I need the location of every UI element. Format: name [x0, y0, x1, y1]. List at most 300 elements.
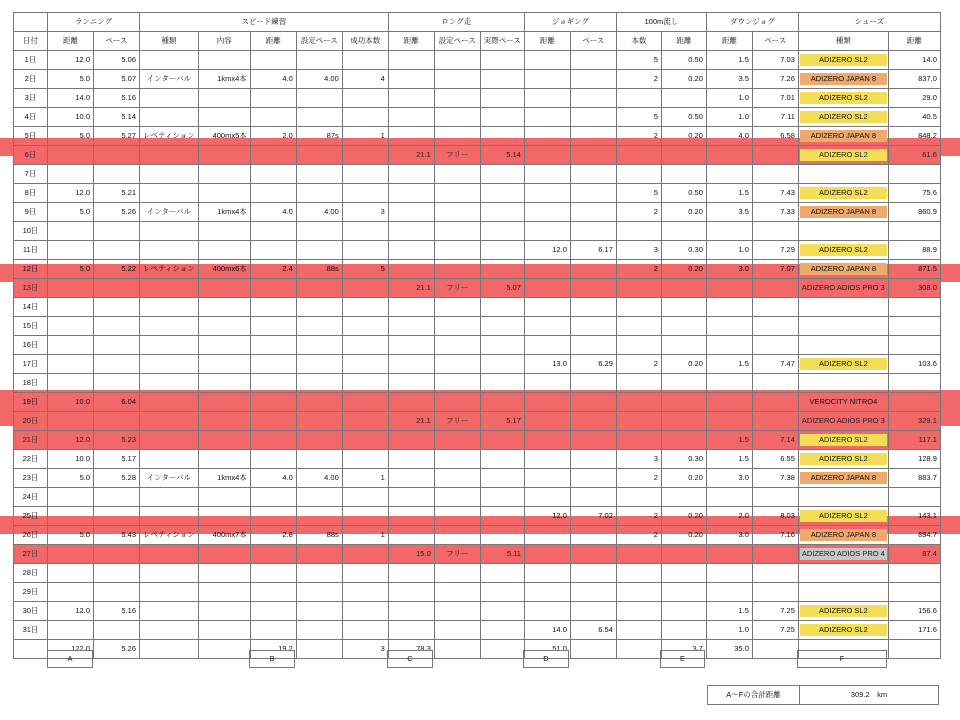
date-cell: 9日	[14, 203, 48, 222]
table-cell	[570, 374, 616, 393]
table-cell	[296, 393, 342, 412]
table-cell	[342, 621, 388, 640]
table-cell	[250, 621, 296, 640]
category-letter: E	[660, 650, 705, 668]
shoe-cell	[798, 127, 888, 146]
table-cell	[296, 507, 342, 526]
table-cell	[616, 431, 661, 450]
table-cell	[342, 51, 388, 70]
group-header: ダウンジョグ	[706, 13, 798, 32]
table-cell: 1kmx4本	[198, 70, 250, 89]
table-cell	[661, 583, 706, 602]
table-cell	[434, 184, 480, 203]
table-cell	[296, 545, 342, 564]
table-row	[14, 70, 941, 89]
shoe-name: ADIZERO SL2	[800, 358, 887, 370]
table-cell	[706, 393, 752, 412]
table-cell: フリー	[434, 545, 480, 564]
table-cell: 12.0	[48, 602, 94, 621]
table-cell	[140, 279, 199, 298]
table-cell	[198, 222, 250, 241]
table-cell	[198, 507, 250, 526]
table-cell	[296, 355, 342, 374]
shoe-cell	[798, 51, 888, 70]
total-cell: 35.0	[706, 640, 752, 659]
table-cell: 0.50	[661, 108, 706, 127]
table-cell	[524, 450, 570, 469]
date-cell: 24日	[14, 488, 48, 507]
table-cell	[480, 526, 524, 545]
table-cell	[342, 602, 388, 621]
table-cell	[198, 336, 250, 355]
total-distance-box	[707, 685, 939, 705]
table-cell: 3	[616, 450, 661, 469]
table-cell	[296, 146, 342, 165]
date-cell: 21日	[14, 431, 48, 450]
table-row	[14, 108, 941, 127]
table-cell	[342, 336, 388, 355]
table-cell	[140, 51, 199, 70]
table-cell: 0.20	[661, 355, 706, 374]
shoe-name: ADIZERO SL2	[800, 510, 887, 522]
table-row	[14, 507, 941, 526]
table-cell	[250, 279, 296, 298]
table-cell	[524, 431, 570, 450]
table-cell: 0.50	[661, 51, 706, 70]
table-cell	[706, 564, 752, 583]
table-cell: 1.5	[706, 431, 752, 450]
shoe-cell	[798, 374, 888, 393]
table-cell	[524, 108, 570, 127]
table-cell	[48, 298, 94, 317]
table-cell: 5.0	[48, 260, 94, 279]
table-cell	[388, 507, 434, 526]
column-header: ペース	[94, 32, 140, 51]
table-cell: 3	[342, 203, 388, 222]
shoe-cell	[798, 222, 888, 241]
column-header: 種類	[798, 32, 888, 51]
shoe-cell	[798, 393, 888, 412]
table-cell: 5.07	[94, 70, 140, 89]
column-header: 種類	[140, 32, 199, 51]
table-cell	[661, 89, 706, 108]
table-cell	[48, 545, 94, 564]
table-cell	[140, 374, 199, 393]
table-cell	[524, 298, 570, 317]
table-cell	[524, 336, 570, 355]
date-cell: 14日	[14, 298, 48, 317]
table-cell: 12.0	[48, 184, 94, 203]
table-cell	[342, 412, 388, 431]
table-row	[14, 336, 941, 355]
column-header: 設定ペース	[434, 32, 480, 51]
table-cell: 5.23	[94, 431, 140, 450]
date-cell: 7日	[14, 165, 48, 184]
table-cell	[296, 488, 342, 507]
table-cell	[661, 621, 706, 640]
total-cell: 122.0	[48, 640, 94, 659]
training-log-table	[13, 12, 941, 659]
shoe-name: ADIZERO ADIOS PRO 4	[800, 548, 887, 560]
table-cell	[140, 165, 199, 184]
table-cell: 61.6	[888, 146, 940, 165]
table-cell	[388, 336, 434, 355]
group-header: ジョギング	[524, 13, 616, 32]
table-cell: 7.02	[570, 507, 616, 526]
column-header: ペース	[570, 32, 616, 51]
table-cell	[296, 241, 342, 260]
table-cell	[94, 374, 140, 393]
table-cell	[524, 583, 570, 602]
column-header: 内容	[198, 32, 250, 51]
table-cell	[661, 602, 706, 621]
table-cell	[48, 583, 94, 602]
table-cell	[94, 545, 140, 564]
date-cell: 2日	[14, 70, 48, 89]
table-cell: 400mx7本	[198, 526, 250, 545]
table-cell	[616, 488, 661, 507]
table-cell	[434, 488, 480, 507]
table-cell: 7.07	[752, 260, 798, 279]
shoe-cell	[798, 260, 888, 279]
total-cell	[570, 640, 616, 659]
table-cell: 0.20	[661, 260, 706, 279]
table-cell	[480, 241, 524, 260]
table-cell: 103.6	[888, 355, 940, 374]
date-cell: 1日	[14, 51, 48, 70]
table-cell	[616, 545, 661, 564]
table-cell	[198, 355, 250, 374]
table-cell	[388, 203, 434, 222]
table-cell	[388, 165, 434, 184]
table-cell	[524, 317, 570, 336]
date-cell: 13日	[14, 279, 48, 298]
table-cell	[752, 488, 798, 507]
table-cell: フリー	[434, 279, 480, 298]
table-cell	[388, 317, 434, 336]
table-cell: 12.0	[48, 431, 94, 450]
table-cell: 0.30	[661, 241, 706, 260]
table-cell: 2.8	[250, 526, 296, 545]
shoe-cell	[798, 355, 888, 374]
date-cell: 10日	[14, 222, 48, 241]
table-cell	[342, 583, 388, 602]
table-cell	[296, 621, 342, 640]
table-cell: 12.0	[524, 507, 570, 526]
table-cell: 883.7	[888, 469, 940, 488]
table-cell	[250, 51, 296, 70]
table-cell	[888, 317, 940, 336]
table-cell: 4.00	[296, 469, 342, 488]
table-cell: 156.6	[888, 602, 940, 621]
total-cell: 51.0	[524, 640, 570, 659]
table-cell	[48, 621, 94, 640]
table-cell	[616, 279, 661, 298]
table-cell: 3.0	[706, 526, 752, 545]
date-cell: 22日	[14, 450, 48, 469]
table-cell	[296, 89, 342, 108]
table-cell	[434, 602, 480, 621]
table-cell	[524, 203, 570, 222]
table-cell: 894.7	[888, 526, 940, 545]
table-cell	[250, 317, 296, 336]
table-cell	[661, 545, 706, 564]
table-cell	[48, 165, 94, 184]
table-row	[14, 412, 941, 431]
table-cell	[140, 336, 199, 355]
table-row	[14, 298, 941, 317]
table-cell	[198, 488, 250, 507]
table-row	[14, 51, 941, 70]
group-header: スピード練習	[140, 13, 389, 32]
table-cell	[570, 127, 616, 146]
table-cell: 2	[616, 469, 661, 488]
date-cell: 4日	[14, 108, 48, 127]
table-cell: 400mx5本	[198, 127, 250, 146]
total-cell: 19.2	[250, 640, 296, 659]
table-cell: 1	[342, 469, 388, 488]
date-cell: 26日	[14, 526, 48, 545]
table-row	[14, 488, 941, 507]
table-cell: 10.0	[48, 108, 94, 127]
date-cell: 8日	[14, 184, 48, 203]
table-cell	[296, 108, 342, 127]
table-cell	[342, 89, 388, 108]
date-cell: 6日	[14, 146, 48, 165]
table-cell: 7.38	[752, 469, 798, 488]
table-cell	[296, 317, 342, 336]
table-cell	[250, 545, 296, 564]
table-cell	[480, 564, 524, 583]
table-cell: 2	[616, 260, 661, 279]
table-cell	[480, 298, 524, 317]
table-cell	[752, 146, 798, 165]
table-cell	[434, 298, 480, 317]
table-cell	[570, 184, 616, 203]
table-cell: 5	[616, 51, 661, 70]
table-cell	[198, 298, 250, 317]
table-cell	[296, 450, 342, 469]
table-cell: 5.21	[94, 184, 140, 203]
table-cell	[198, 374, 250, 393]
shoe-name: ADIZERO ADIOS PRO 3	[801, 416, 885, 425]
table-cell	[388, 184, 434, 203]
table-cell	[342, 431, 388, 450]
table-cell	[342, 507, 388, 526]
table-cell	[198, 51, 250, 70]
table-cell	[570, 412, 616, 431]
table-cell: 2	[616, 127, 661, 146]
table-cell: 7.14	[752, 431, 798, 450]
table-cell	[198, 602, 250, 621]
shoe-name: ADIZERO JAPAN 8	[800, 130, 887, 142]
table-cell: 4.0	[706, 127, 752, 146]
date-cell: 23日	[14, 469, 48, 488]
table-cell: 7.03	[752, 51, 798, 70]
table-cell	[570, 89, 616, 108]
shoe-name: ADIZERO SL2	[800, 54, 887, 66]
shoe-cell	[798, 336, 888, 355]
table-cell	[94, 222, 140, 241]
table-cell	[140, 89, 199, 108]
table-cell	[434, 260, 480, 279]
table-cell	[48, 279, 94, 298]
table-cell	[94, 336, 140, 355]
table-cell: 88.9	[888, 241, 940, 260]
table-cell: 5.14	[94, 108, 140, 127]
table-cell: 6.54	[570, 621, 616, 640]
table-cell: 2.0	[250, 127, 296, 146]
table-cell	[480, 317, 524, 336]
table-cell	[480, 260, 524, 279]
table-cell	[342, 393, 388, 412]
shoe-cell	[798, 317, 888, 336]
table-cell	[434, 450, 480, 469]
table-cell	[388, 469, 434, 488]
shoe-cell	[798, 108, 888, 127]
table-row	[14, 184, 941, 203]
table-cell	[388, 51, 434, 70]
table-row	[14, 203, 941, 222]
table-cell	[48, 336, 94, 355]
table-cell	[388, 488, 434, 507]
table-cell	[661, 317, 706, 336]
table-cell	[388, 374, 434, 393]
table-cell	[140, 545, 199, 564]
table-cell	[342, 146, 388, 165]
date-cell: 12日	[14, 260, 48, 279]
table-cell: 3.5	[706, 203, 752, 222]
table-cell: 5.28	[94, 469, 140, 488]
table-cell	[434, 526, 480, 545]
shoe-cell	[798, 450, 888, 469]
table-cell	[706, 165, 752, 184]
table-cell	[434, 317, 480, 336]
table-cell: 88s	[296, 260, 342, 279]
table-cell	[524, 279, 570, 298]
table-cell	[524, 545, 570, 564]
table-cell	[524, 222, 570, 241]
table-cell	[140, 602, 199, 621]
table-cell	[524, 602, 570, 621]
table-cell	[140, 393, 199, 412]
shoe-cell	[798, 507, 888, 526]
shoe-cell	[798, 279, 888, 298]
column-header: 日付	[14, 32, 48, 51]
table-cell	[94, 583, 140, 602]
table-cell	[94, 146, 140, 165]
table-cell	[570, 564, 616, 583]
table-cell	[342, 165, 388, 184]
table-cell	[570, 222, 616, 241]
table-cell: 14.0	[524, 621, 570, 640]
shoe-cell	[798, 469, 888, 488]
table-cell	[570, 165, 616, 184]
table-cell	[616, 165, 661, 184]
date-cell: 17日	[14, 355, 48, 374]
total-cell	[198, 640, 250, 659]
group-header: シューズ	[798, 13, 940, 32]
table-cell: 0.50	[661, 184, 706, 203]
table-cell	[434, 469, 480, 488]
shoe-cell	[798, 298, 888, 317]
table-cell: 4.00	[296, 203, 342, 222]
table-cell	[140, 184, 199, 203]
table-cell	[480, 450, 524, 469]
table-row	[14, 545, 941, 564]
table-cell: 4.0	[250, 469, 296, 488]
table-row	[14, 355, 941, 374]
table-cell	[388, 355, 434, 374]
table-cell	[296, 51, 342, 70]
table-cell	[140, 621, 199, 640]
table-cell	[198, 108, 250, 127]
table-cell	[480, 583, 524, 602]
date-cell: 27日	[14, 545, 48, 564]
shoe-cell	[798, 488, 888, 507]
table-cell: 13.0	[524, 355, 570, 374]
table-cell: 7.47	[752, 355, 798, 374]
table-cell	[661, 165, 706, 184]
table-cell	[48, 355, 94, 374]
table-cell	[616, 298, 661, 317]
table-cell	[198, 412, 250, 431]
table-cell	[198, 393, 250, 412]
date-cell: 29日	[14, 583, 48, 602]
table-cell	[524, 564, 570, 583]
table-cell	[570, 469, 616, 488]
table-cell	[752, 393, 798, 412]
table-cell	[570, 146, 616, 165]
table-cell	[250, 108, 296, 127]
table-cell	[342, 108, 388, 127]
table-cell: 14.0	[48, 89, 94, 108]
table-cell: 4.0	[250, 70, 296, 89]
date-cell: 31日	[14, 621, 48, 640]
table-cell	[661, 412, 706, 431]
shoe-name: ADIZERO ADIOS PRO 3	[801, 283, 885, 292]
column-header: 距離	[48, 32, 94, 51]
table-cell	[706, 545, 752, 564]
table-cell	[434, 583, 480, 602]
table-cell	[140, 241, 199, 260]
table-cell	[198, 184, 250, 203]
table-cell	[616, 374, 661, 393]
table-cell	[480, 469, 524, 488]
table-cell: 3.0	[706, 469, 752, 488]
table-cell: 5.0	[48, 469, 94, 488]
table-row	[14, 89, 941, 108]
table-cell	[388, 260, 434, 279]
table-cell	[480, 89, 524, 108]
column-header: 距離	[661, 32, 706, 51]
table-cell: 12.0	[524, 241, 570, 260]
date-cell: 5日	[14, 127, 48, 146]
shoe-cell	[798, 146, 888, 165]
group-header-row	[14, 13, 941, 32]
table-cell	[752, 564, 798, 583]
column-header: 設定ペース	[296, 32, 342, 51]
table-cell	[342, 222, 388, 241]
table-cell	[706, 222, 752, 241]
table-cell	[570, 203, 616, 222]
table-cell: 171.6	[888, 621, 940, 640]
table-cell	[888, 374, 940, 393]
column-header: 本数	[616, 32, 661, 51]
table-cell	[198, 89, 250, 108]
table-cell	[661, 564, 706, 583]
table-cell	[48, 564, 94, 583]
